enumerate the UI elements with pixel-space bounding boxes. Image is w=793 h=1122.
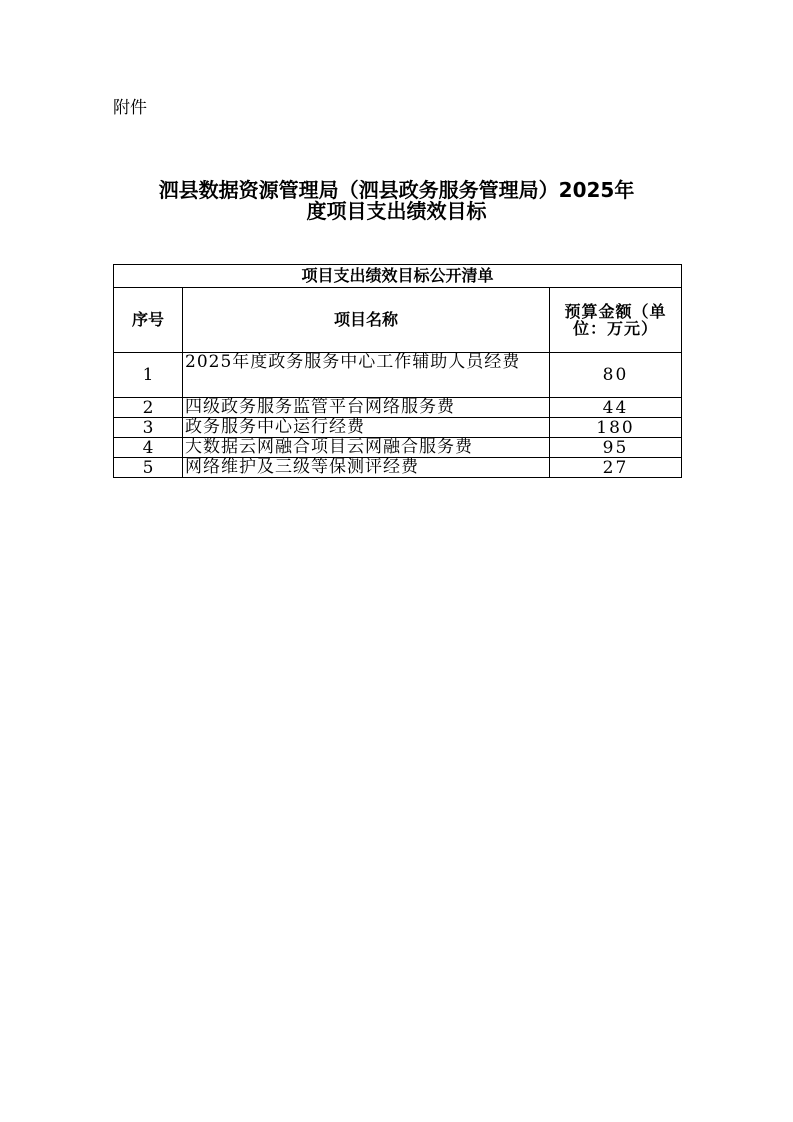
document-title-line-2: 度项目支出绩效目标 — [306, 199, 487, 223]
row-seq: 5 — [114, 458, 183, 478]
table-row — [114, 438, 682, 458]
document-title — [100, 180, 693, 222]
row-project-name: 大数据云网融合项目云网融合服务费 — [183, 438, 550, 458]
table-caption-row — [114, 265, 682, 288]
performance-target-table — [113, 264, 682, 478]
row-seq: 1 — [114, 353, 183, 398]
row-seq: 2 — [114, 398, 183, 418]
row-budget-amount: 80 — [550, 353, 682, 398]
row-project-name: 网络维护及三级等保测评经费 — [183, 458, 550, 478]
table-row — [114, 398, 682, 418]
row-budget-amount: 27 — [550, 458, 682, 478]
document-title-line-1: 泗县数据资源管理局（泗县政务服务管理局）2025年 — [158, 178, 635, 202]
table-row — [114, 458, 682, 478]
row-budget-amount: 180 — [550, 418, 682, 438]
table-caption: 项目支出绩效目标公开清单 — [114, 265, 682, 288]
table-row — [114, 418, 682, 438]
header-seq: 序号 — [114, 288, 183, 353]
row-project-name: 政务服务中心运行经费 — [183, 418, 550, 438]
table-header-row — [114, 288, 682, 353]
row-project-name: 四级政务服务监管平台网络服务费 — [183, 398, 550, 418]
header-project-name: 项目名称 — [183, 288, 550, 353]
row-budget-amount: 95 — [550, 438, 682, 458]
row-seq: 4 — [114, 438, 183, 458]
attachment-label: 附件 — [113, 98, 147, 118]
row-budget-amount: 44 — [550, 398, 682, 418]
table-row — [114, 353, 682, 398]
header-budget-amount: 预算金额（单位：万元） — [550, 288, 682, 353]
row-seq: 3 — [114, 418, 183, 438]
row-project-name: 2025年度政务服务中心工作辅助人员经费 — [183, 353, 550, 398]
